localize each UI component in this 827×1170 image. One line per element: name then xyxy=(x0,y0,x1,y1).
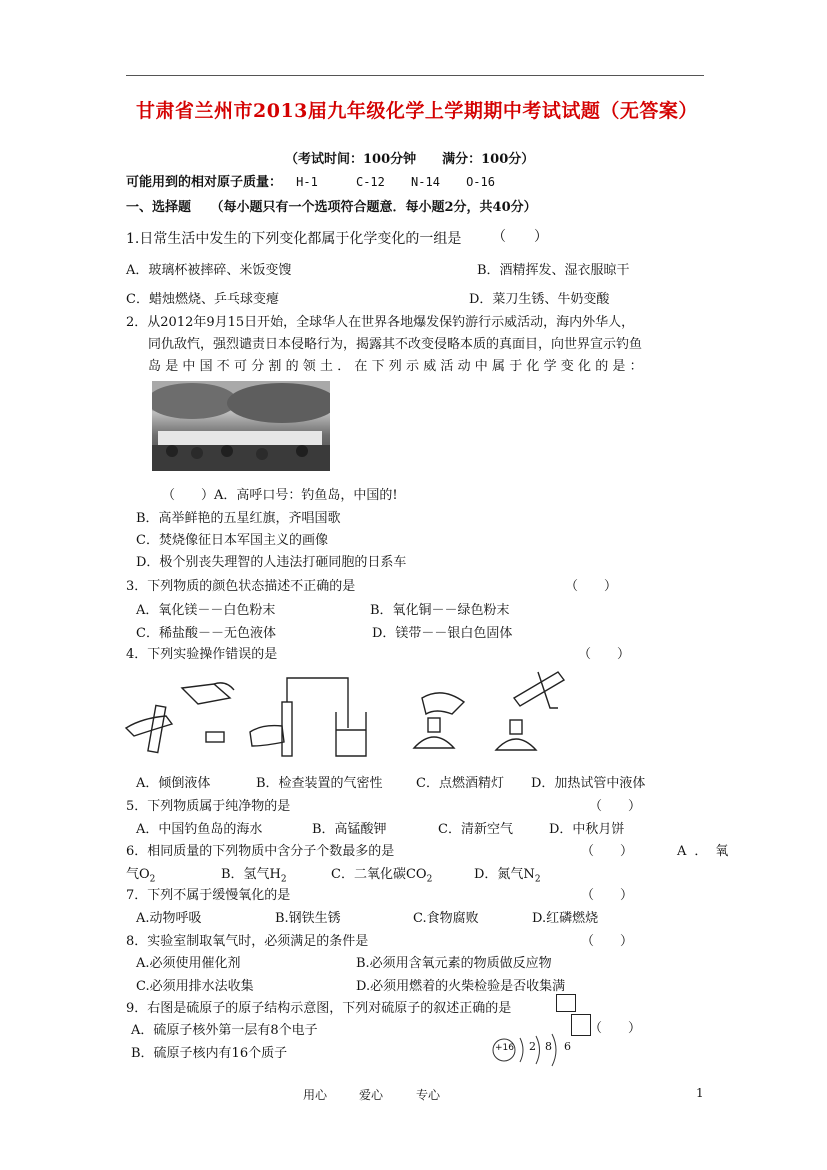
q2-option-c: C．焚烧像征日本军国主义的画像 xyxy=(136,533,328,548)
q5-option-c: C．清新空气 xyxy=(438,822,513,837)
protest-photo xyxy=(152,381,330,471)
q7-option-b: B.钢铁生锈 xyxy=(275,911,341,926)
lab-operations-figure xyxy=(122,668,582,764)
q4-blank: （ ） xyxy=(578,647,631,662)
q1-option-c: C．蜡烛燃烧、乒乓球变瘪 xyxy=(126,292,279,307)
q6-option-d-text: D．氮气N xyxy=(474,867,535,882)
q5-stem: 5．下列物质属于纯净物的是 xyxy=(126,799,291,814)
q7-option-a: A.动物呼吸 xyxy=(136,911,202,926)
q1-blank: （ ） xyxy=(492,229,548,245)
q1-option-b: B．酒精挥发、湿衣服晾干 xyxy=(477,263,630,278)
atomic-mass-n: N-14 xyxy=(411,175,440,189)
atomic-mass-label: 可能用到的相对原子质量： xyxy=(126,175,283,190)
q6-blank: （ ） xyxy=(581,844,634,859)
atomic-mass-c: C-12 xyxy=(355,175,385,189)
q4-option-a: A．倾倒液体 xyxy=(136,776,211,791)
document-title: 甘肃省兰州市2013届九年级化学上学期期中考试试题（无答案） xyxy=(136,100,698,122)
q1-option-d: D．菜刀生锈、牛奶变酸 xyxy=(469,292,610,307)
q2-option-a: （ ）A．高呼口号：钓鱼岛，中国的! xyxy=(162,488,398,503)
pouring-liquid-illustration xyxy=(126,683,234,753)
q3-option-a: A．氧化镁－－白色粉末 xyxy=(136,603,276,618)
q6-option-d xyxy=(474,863,541,885)
q3-blank: （ ） xyxy=(565,579,618,594)
sulfur-shell-1: 2 xyxy=(529,1040,536,1053)
atomic-mass-h: H-1 xyxy=(296,175,318,189)
q4-option-c: C．点燃酒精灯 xyxy=(416,776,504,791)
q7-option-c: C.食物腐败 xyxy=(413,911,479,926)
q4-stem: 4．下列实验操作错误的是 xyxy=(126,647,278,662)
footer-item-3: 专心 xyxy=(416,1088,441,1102)
q6-option-d-sub: 2 xyxy=(534,874,541,885)
heating-test-tube-illustration xyxy=(496,672,564,750)
sulfur-atom-diagram xyxy=(488,1030,583,1070)
q6-option-a-prefix: A．氧 xyxy=(677,844,737,859)
q4-option-b: B．检查装置的气密性 xyxy=(256,776,383,791)
q9-stem: 9．右图是硫原子的原子结构示意图，下列对硫原子的叙述正确的是 xyxy=(126,1001,512,1016)
page-number: 1 xyxy=(696,1086,704,1100)
header-rule xyxy=(126,75,704,76)
q3-option-c: C．稀盐酸－－无色液体 xyxy=(136,626,276,641)
atomic-mass-line xyxy=(126,171,495,190)
q7-blank: （ ） xyxy=(581,888,634,903)
section-heading: 一、选择题 （每小题只有一个选项符合题意．每小题2分，共40分） xyxy=(126,200,537,215)
q6-option-c-text: C．二氧化碳CO xyxy=(331,867,427,882)
sulfur-nucleus-label: +16 xyxy=(495,1043,514,1053)
exam-info: （考试时间：100分钟 满分：100分） xyxy=(285,152,535,167)
q1-stem: 1.日常生活中发生的下列变化都属于化学变化的一组是 xyxy=(126,231,462,247)
q8-option-c: C.必须用排水法收集 xyxy=(136,979,254,994)
q6-option-b xyxy=(221,863,287,885)
q6-option-b-text: B．氢气H xyxy=(221,867,281,882)
lighting-lamp-illustration xyxy=(414,693,464,748)
atomic-mass-o: O-16 xyxy=(466,175,495,189)
q6-option-a xyxy=(126,863,155,885)
q9-blank: （ ） xyxy=(589,1021,642,1036)
q3-option-d: D．镁带－－银白色固体 xyxy=(372,626,513,641)
protest-photo-graphic xyxy=(152,381,330,471)
q3-option-b: B．氧化铜－－绿色粉末 xyxy=(370,603,510,618)
q8-stem: 8．实验室制取氧气时，必须满足的条件是 xyxy=(126,934,369,949)
q1-option-a: A．玻璃杯被摔碎、米饭变馊 xyxy=(126,263,292,278)
q6-option-c-sub: 2 xyxy=(426,874,433,885)
q2-line-2: 同仇敌忾，强烈谴责日本侵略行为，揭露其不改变侵略本质的真面目，向世界宣示钓鱼 xyxy=(148,337,643,352)
q8-option-d: D.必须用燃着的火柴检验是否收集满 xyxy=(356,979,566,994)
q3-stem: 3．下列物质的颜色状态描述不正确的是 xyxy=(126,579,356,594)
q8-blank: （ ） xyxy=(581,934,634,949)
footer-item-1: 用心 xyxy=(303,1088,328,1102)
q6-option-c xyxy=(331,863,432,885)
sulfur-shell-2: 8 xyxy=(545,1040,552,1053)
q7-option-d: D.红磷燃烧 xyxy=(532,911,599,926)
q6-option-a-text: 气O xyxy=(126,867,150,882)
q5-option-b: B．高锰酸钾 xyxy=(312,822,387,837)
q6-option-a-sub: 2 xyxy=(149,874,156,885)
q6-stem: 6．相同质量的下列物质中含分子个数最多的是 xyxy=(126,844,395,859)
footer-item-2: 爱心 xyxy=(359,1088,384,1102)
q5-blank: （ ） xyxy=(589,799,642,814)
q2-line-1: 2．从2012年9月15日开始，全球华人在世界各地爆发保钓游行示威活动，海内外华人， xyxy=(126,315,635,330)
sulfur-shell-3: 6 xyxy=(564,1040,571,1053)
q6-option-b-sub: 2 xyxy=(280,874,287,885)
q2-option-b: B．高举鲜艳的五星红旗，齐唱国歌 xyxy=(136,511,341,526)
airtightness-check-illustration xyxy=(250,678,366,756)
q5-option-a: A．中国钓鱼岛的海水 xyxy=(136,822,263,837)
q8-option-a: A.必须使用催化剂 xyxy=(136,956,241,971)
q9-answer-box-top xyxy=(556,994,576,1012)
q2-line-3: 岛是中国不可分割的领土．在下列示威活动中属于化学变化的是： xyxy=(148,359,647,374)
q2-option-d: D．极个别丧失理智的人违法打砸同胞的日系车 xyxy=(136,555,407,570)
q9-option-b: B．硫原子核内有16个质子 xyxy=(131,1046,288,1061)
q7-stem: 7．下列不属于缓慢氧化的是 xyxy=(126,888,291,903)
q5-option-d: D．中秋月饼 xyxy=(549,822,625,837)
q8-option-b: B.必须用含氧元素的物质做反应物 xyxy=(356,956,552,971)
q9-option-a: A．硫原子核外第一层有8个电子 xyxy=(131,1023,318,1038)
q4-option-d: D．加热试管中液体 xyxy=(531,776,646,791)
